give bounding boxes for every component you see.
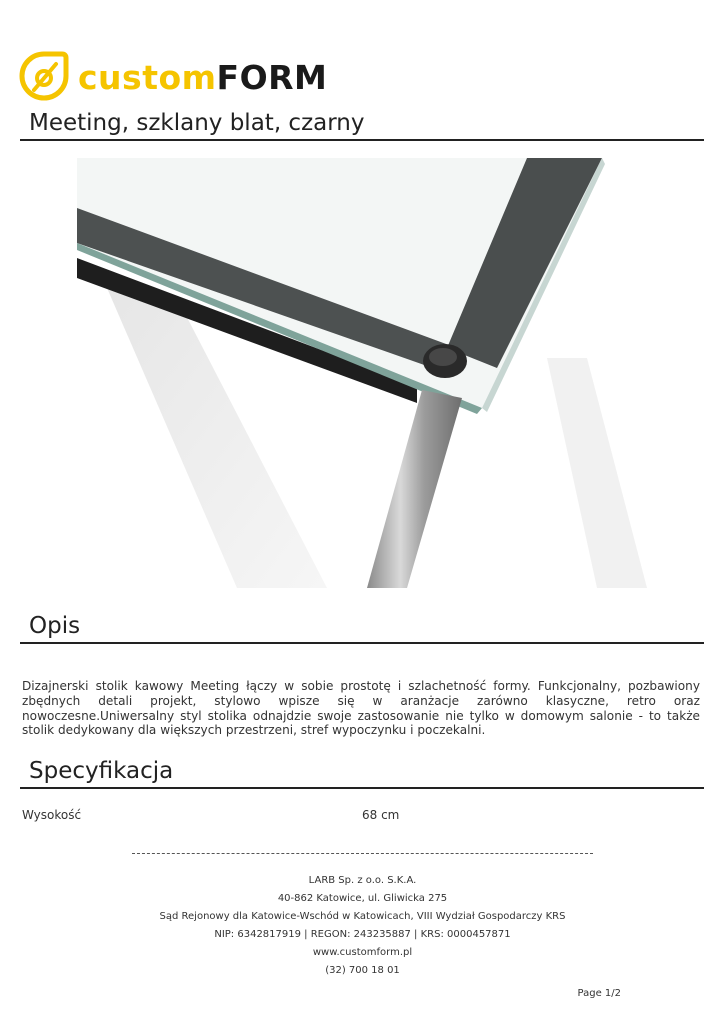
brand-name-custom: custom	[78, 58, 217, 97]
page-number: Page 1/2	[577, 988, 621, 999]
product-photo	[77, 158, 647, 588]
description-heading: Opis	[20, 611, 704, 644]
brand-wordmark	[78, 58, 327, 97]
footer-company-name: LARB Sp. z o.o. S.K.A.	[308, 875, 417, 886]
specification-heading: Specyfikacja	[20, 756, 704, 789]
customform-logo-icon	[18, 50, 70, 102]
spec-label: Wysokość	[22, 808, 82, 822]
footer-court-registry: Sąd Rejonowy dla Katowice-Wschód w Katowicach, VIII Wydział Gospodarczy KRS	[159, 911, 566, 923]
brand-logo	[18, 50, 328, 106]
spec-row-height	[22, 808, 702, 824]
footer-address: 40-862 Katowice, ul. Gliwicka 275	[277, 893, 448, 905]
footer-phone: (32) 700 18 01	[325, 965, 400, 977]
product-title: Meeting, szklany blat, czarny	[20, 108, 704, 141]
footer-website-link[interactable]: www.customform.pl	[312, 947, 413, 959]
company-footer	[0, 874, 725, 983]
spec-value: 68 cm	[362, 808, 400, 822]
footer-divider	[132, 853, 593, 854]
product-description: Dizajnerski stolik kawowy Meeting łączy w sobie prostotę i szlachetność formy. Funkcjonalny, pozbawiony zbędnych detali projekt, stylowo wpisze się w aranżacje zarówno klasyczne, retro oraz nowoczesne.Uniwersalny styl stolika odnajdzie swoje zastosowanie nie tylko w domowym salonie - to także stolik dedykowany dla większych przestrzeni, stref wypoczynku i poczekalni.	[22, 679, 700, 738]
brand-name-form: FORM	[216, 58, 328, 97]
footer-tax-ids: NIP: 6342817919 | REGON: 243235887 | KRS: 0000457871	[214, 929, 511, 941]
